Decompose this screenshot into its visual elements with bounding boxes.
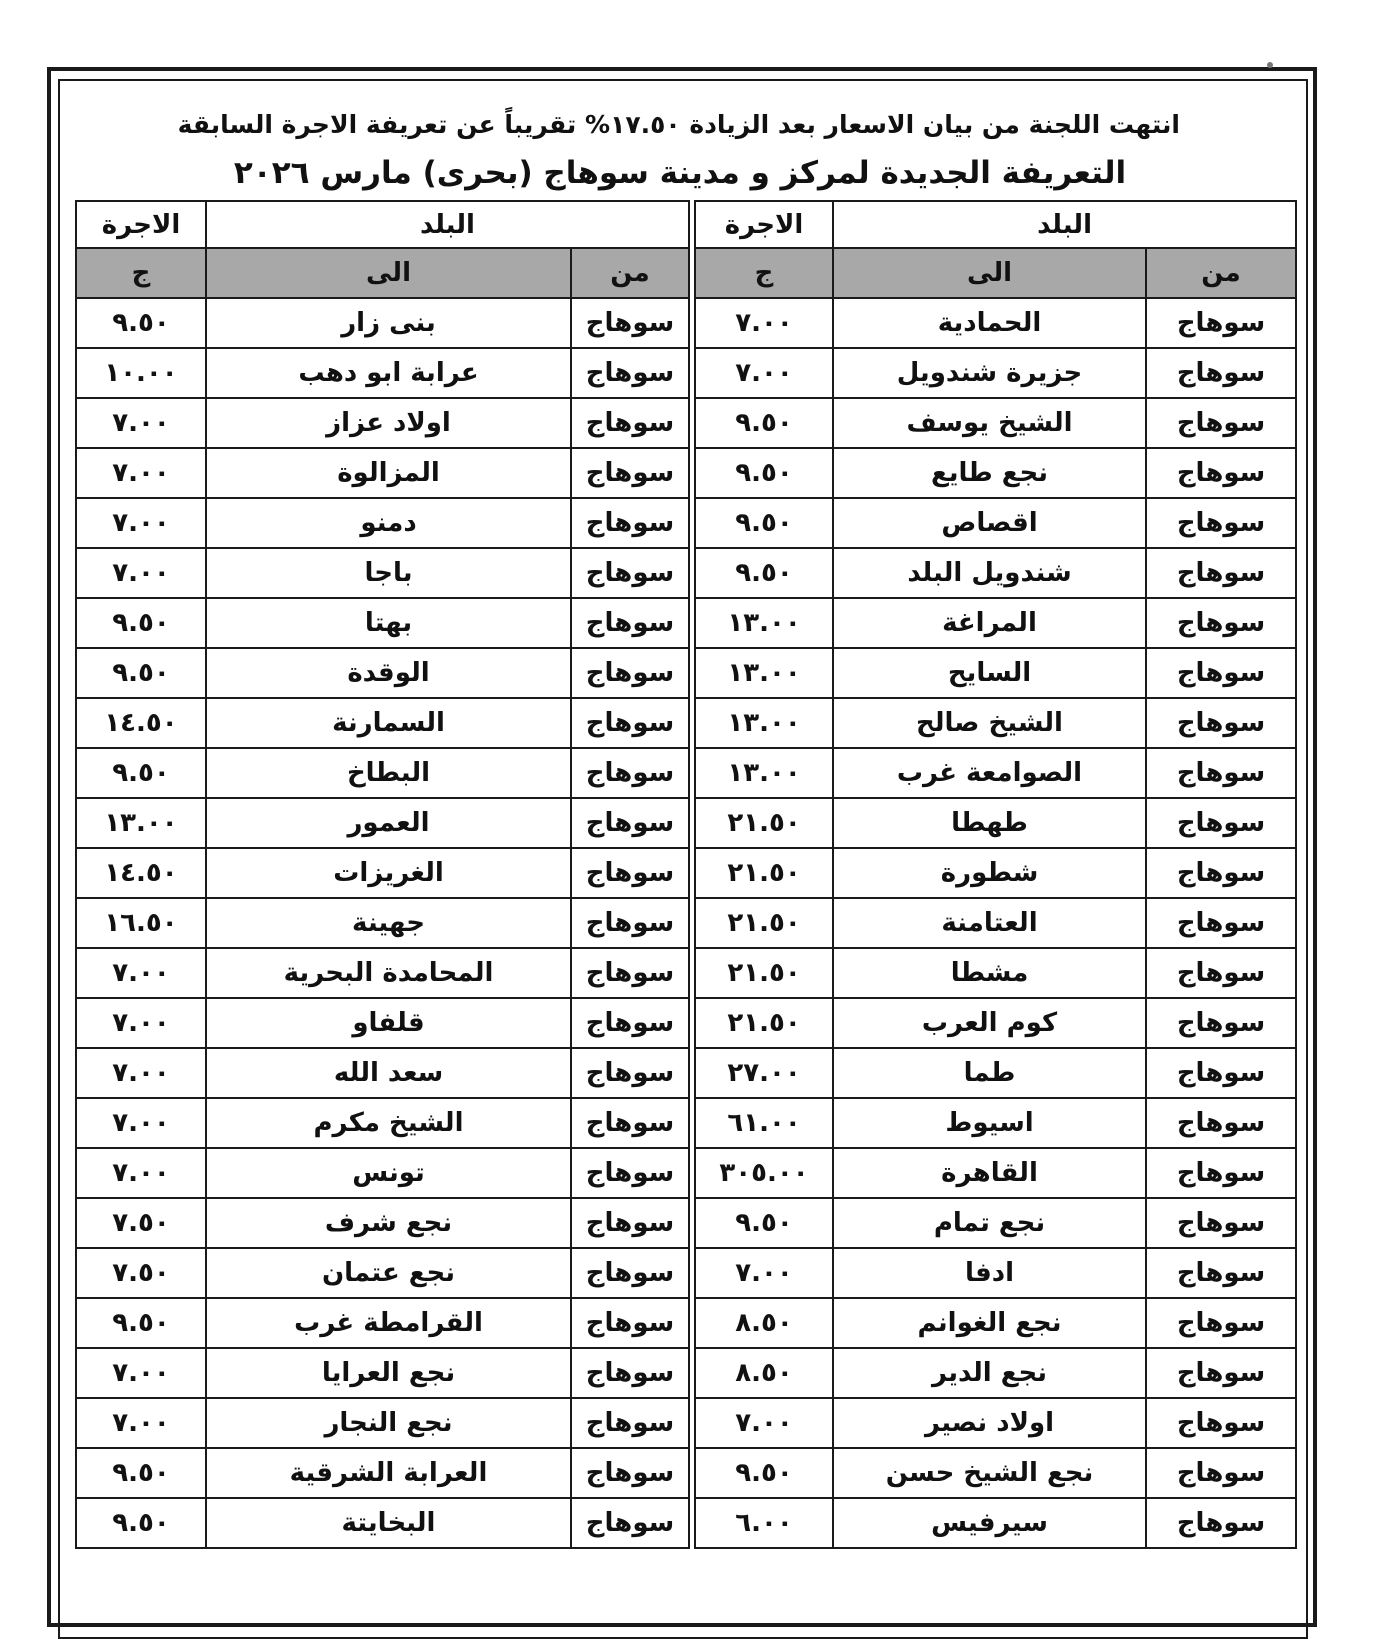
- left-fare-cell: ٧.٠٠: [76, 948, 206, 998]
- left-destination-cell: قلفاو: [206, 998, 571, 1048]
- right-destination-cell: شندويل البلد: [833, 548, 1146, 598]
- left-fare-cell: ٩.٥٠: [76, 1298, 206, 1348]
- left-origin-cell: سوهاج: [571, 1498, 689, 1548]
- right-destination-cell: طما: [833, 1048, 1146, 1098]
- left-origin-cell: سوهاج: [571, 1148, 689, 1198]
- right-destination-cell: اولاد نصير: [833, 1398, 1146, 1448]
- right-origin-cell: سوهاج: [1146, 648, 1296, 698]
- left-destination-cell: نجع العرايا: [206, 1348, 571, 1398]
- left-origin-cell: سوهاج: [571, 998, 689, 1048]
- right-destination-cell: الصوامعة غرب: [833, 748, 1146, 798]
- left-fare-cell: ٧.٠٠: [76, 548, 206, 598]
- left-fare-cell: ٧.٠٠: [76, 1098, 206, 1148]
- table-row: [76, 1448, 1296, 1498]
- scan-speck: [1267, 62, 1273, 68]
- left-destination-cell: نجع شرف: [206, 1198, 571, 1248]
- left-fare-cell: ٧.٠٠: [76, 1348, 206, 1398]
- left-origin-cell: سوهاج: [571, 548, 689, 598]
- right-destination-cell: سيرفيس: [833, 1498, 1146, 1548]
- left-origin-cell: سوهاج: [571, 1348, 689, 1398]
- right-origin-cell: سوهاج: [1146, 1398, 1296, 1448]
- left-origin-cell: سوهاج: [571, 1248, 689, 1298]
- right-fare-cell: ١٣.٠٠: [695, 748, 833, 798]
- right-fare-cell: ٩.٥٠: [695, 548, 833, 598]
- left-fare-cell: ٧.٥٠: [76, 1248, 206, 1298]
- left-origin-cell: سوهاج: [571, 1448, 689, 1498]
- table-row: [76, 498, 1296, 548]
- table-row: [76, 1348, 1296, 1398]
- left-fare-cell: ٧.٠٠: [76, 498, 206, 548]
- left-origin-cell: سوهاج: [571, 1198, 689, 1248]
- right-origin-cell: سوهاج: [1146, 1448, 1296, 1498]
- right-origin-cell: سوهاج: [1146, 848, 1296, 898]
- right-fare-cell: ٩.٥٠: [695, 398, 833, 448]
- left-destination-cell: دمنو: [206, 498, 571, 548]
- right-fare-cell: ٦.٠٠: [695, 1498, 833, 1548]
- fare-table-body: [76, 201, 1296, 1548]
- left-fare-cell: ٧.٠٠: [76, 1398, 206, 1448]
- left-origin-cell: سوهاج: [571, 398, 689, 448]
- left-from-header: من: [571, 248, 689, 298]
- right-destination-cell: المراغة: [833, 598, 1146, 648]
- right-origin-cell: سوهاج: [1146, 1298, 1296, 1348]
- right-origin-cell: سوهاج: [1146, 748, 1296, 798]
- left-origin-cell: سوهاج: [571, 298, 689, 348]
- left-destination-cell: سعد الله: [206, 1048, 571, 1098]
- right-destination-cell: شطورة: [833, 848, 1146, 898]
- table-row: [76, 398, 1296, 448]
- right-destination-cell: الحمادية: [833, 298, 1146, 348]
- left-fare-cell: ٧.٠٠: [76, 1148, 206, 1198]
- table-row: [76, 1498, 1296, 1548]
- right-destination-cell: السايح: [833, 648, 1146, 698]
- left-destination-cell: اولاد عزاز: [206, 398, 571, 448]
- table-row: [76, 1198, 1296, 1248]
- header-row-top: [76, 201, 1296, 248]
- left-to-header: الى: [206, 248, 571, 298]
- right-fare-cell: ٨.٥٠: [695, 1348, 833, 1398]
- left-origin-cell: سوهاج: [571, 898, 689, 948]
- left-fare-header: الاجرة: [76, 201, 206, 248]
- right-origin-cell: سوهاج: [1146, 348, 1296, 398]
- left-fare-cell: ٩.٥٠: [76, 1498, 206, 1548]
- right-destination-cell: مشطا: [833, 948, 1146, 998]
- right-origin-cell: سوهاج: [1146, 1348, 1296, 1398]
- left-place-header: البلد: [206, 201, 689, 248]
- table-row: [76, 948, 1296, 998]
- left-origin-cell: سوهاج: [571, 1398, 689, 1448]
- right-origin-cell: سوهاج: [1146, 1098, 1296, 1148]
- left-fare-cell: ١٣.٠٠: [76, 798, 206, 848]
- left-destination-cell: بنى زار: [206, 298, 571, 348]
- right-fare-cell: ٦١.٠٠: [695, 1098, 833, 1148]
- right-destination-cell: طهطا: [833, 798, 1146, 848]
- right-origin-cell: سوهاج: [1146, 1148, 1296, 1198]
- table-row: [76, 1148, 1296, 1198]
- right-destination-cell: نجع الشيخ حسن: [833, 1448, 1146, 1498]
- right-origin-cell: سوهاج: [1146, 548, 1296, 598]
- left-fare-cell: ١٤.٥٠: [76, 848, 206, 898]
- left-destination-cell: الشيخ مكرم: [206, 1098, 571, 1148]
- right-origin-cell: سوهاج: [1146, 998, 1296, 1048]
- right-origin-cell: سوهاج: [1146, 948, 1296, 998]
- left-fare-cell: ٧.٠٠: [76, 1048, 206, 1098]
- right-origin-cell: سوهاج: [1146, 448, 1296, 498]
- right-destination-cell: نجع الدير: [833, 1348, 1146, 1398]
- left-destination-cell: العمور: [206, 798, 571, 848]
- left-destination-cell: القرامطة غرب: [206, 1298, 571, 1348]
- left-origin-cell: سوهاج: [571, 798, 689, 848]
- right-destination-cell: القاهرة: [833, 1148, 1146, 1198]
- table-row: [76, 1398, 1296, 1448]
- table-row: [76, 1048, 1296, 1098]
- left-destination-cell: عرابة ابو دهب: [206, 348, 571, 398]
- left-fare-cell: ٩.٥٠: [76, 598, 206, 648]
- left-origin-cell: سوهاج: [571, 1298, 689, 1348]
- table-row: [76, 998, 1296, 1048]
- left-fare-cell: ٩.٥٠: [76, 1448, 206, 1498]
- left-fare-cell: ٩.٥٠: [76, 648, 206, 698]
- left-origin-cell: سوهاج: [571, 948, 689, 998]
- right-currency-header: ج: [695, 248, 833, 298]
- right-destination-cell: العتامنة: [833, 898, 1146, 948]
- table-row: [76, 1298, 1296, 1348]
- right-fare-cell: ٩.٥٠: [695, 1448, 833, 1498]
- left-destination-cell: البطاخ: [206, 748, 571, 798]
- right-fare-header: الاجرة: [695, 201, 833, 248]
- left-origin-cell: سوهاج: [571, 598, 689, 648]
- left-origin-cell: سوهاج: [571, 748, 689, 798]
- table-row: [76, 448, 1296, 498]
- right-to-header: الى: [833, 248, 1146, 298]
- left-fare-cell: ١٦.٥٠: [76, 898, 206, 948]
- left-fare-cell: ٩.٥٠: [76, 298, 206, 348]
- left-destination-cell: المحامدة البحرية: [206, 948, 571, 998]
- left-fare-cell: ٧.٥٠: [76, 1198, 206, 1248]
- left-destination-cell: السمارنة: [206, 698, 571, 748]
- right-fare-cell: ٢١.٥٠: [695, 848, 833, 898]
- right-from-header: من: [1146, 248, 1296, 298]
- left-fare-cell: ٧.٠٠: [76, 398, 206, 448]
- right-destination-cell: جزيرة شندويل: [833, 348, 1146, 398]
- left-fare-cell: ٧.٠٠: [76, 448, 206, 498]
- left-destination-cell: باجا: [206, 548, 571, 598]
- right-fare-cell: ٩.٥٠: [695, 498, 833, 548]
- table-row: [76, 648, 1296, 698]
- right-fare-cell: ١٣.٠٠: [695, 598, 833, 648]
- right-origin-cell: سوهاج: [1146, 1198, 1296, 1248]
- right-fare-cell: ٨.٥٠: [695, 1298, 833, 1348]
- right-origin-cell: سوهاج: [1146, 1498, 1296, 1548]
- right-destination-cell: نجع تمام: [833, 1198, 1146, 1248]
- table-row: [76, 1248, 1296, 1298]
- left-origin-cell: سوهاج: [571, 1048, 689, 1098]
- right-origin-cell: سوهاج: [1146, 398, 1296, 448]
- right-fare-cell: ١٣.٠٠: [695, 648, 833, 698]
- right-origin-cell: سوهاج: [1146, 298, 1296, 348]
- right-fare-cell: ٧.٠٠: [695, 298, 833, 348]
- left-fare-cell: ٧.٠٠: [76, 998, 206, 1048]
- left-destination-cell: جهينة: [206, 898, 571, 948]
- right-fare-cell: ٧.٠٠: [695, 348, 833, 398]
- right-fare-cell: ٩.٥٠: [695, 448, 833, 498]
- left-fare-cell: ١٠.٠٠: [76, 348, 206, 398]
- right-destination-cell: كوم العرب: [833, 998, 1146, 1048]
- table-row: [76, 298, 1296, 348]
- right-origin-cell: سوهاج: [1146, 1048, 1296, 1098]
- right-fare-cell: ٢١.٥٠: [695, 948, 833, 998]
- right-origin-cell: سوهاج: [1146, 1248, 1296, 1298]
- table-row: [76, 1098, 1296, 1148]
- left-origin-cell: سوهاج: [571, 448, 689, 498]
- table-row: [76, 348, 1296, 398]
- notice-heading: انتهت اللجنة من بيان الاسعار بعد الزيادة ١٧.٥٠% تقريباً عن تعريفة الاجرة السابقة: [177, 110, 1180, 139]
- right-destination-cell: الشيخ صالح: [833, 698, 1146, 748]
- left-origin-cell: سوهاج: [571, 348, 689, 398]
- left-origin-cell: سوهاج: [571, 698, 689, 748]
- table-row: [76, 848, 1296, 898]
- right-fare-cell: ٢١.٥٠: [695, 998, 833, 1048]
- right-origin-cell: سوهاج: [1146, 898, 1296, 948]
- left-destination-cell: بهتا: [206, 598, 571, 648]
- left-origin-cell: سوهاج: [571, 498, 689, 548]
- left-fare-cell: ٩.٥٠: [76, 748, 206, 798]
- fare-table: [75, 200, 1297, 1549]
- right-fare-cell: ٢٧.٠٠: [695, 1048, 833, 1098]
- left-origin-cell: سوهاج: [571, 1098, 689, 1148]
- left-origin-cell: سوهاج: [571, 648, 689, 698]
- right-destination-cell: ادفا: [833, 1248, 1146, 1298]
- right-origin-cell: سوهاج: [1146, 698, 1296, 748]
- left-destination-cell: البخايتة: [206, 1498, 571, 1548]
- tariff-title: التعريفة الجديدة لمركز و مدينة سوهاج (بحرى) مارس ٢٠٢٦: [233, 155, 1127, 191]
- table-row: [76, 898, 1296, 948]
- right-origin-cell: سوهاج: [1146, 798, 1296, 848]
- left-destination-cell: العرابة الشرقية: [206, 1448, 571, 1498]
- left-destination-cell: الغريزات: [206, 848, 571, 898]
- table-row: [76, 548, 1296, 598]
- left-destination-cell: المزالوة: [206, 448, 571, 498]
- right-destination-cell: نجع الغوانم: [833, 1298, 1146, 1348]
- right-destination-cell: اسيوط: [833, 1098, 1146, 1148]
- right-fare-cell: ٧.٠٠: [695, 1398, 833, 1448]
- right-destination-cell: نجع طايع: [833, 448, 1146, 498]
- right-origin-cell: سوهاج: [1146, 498, 1296, 548]
- right-place-header: البلد: [833, 201, 1296, 248]
- right-fare-cell: ٣٠٥.٠٠: [695, 1148, 833, 1198]
- right-fare-cell: ٧.٠٠: [695, 1248, 833, 1298]
- table-row: [76, 748, 1296, 798]
- left-destination-cell: نجع النجار: [206, 1398, 571, 1448]
- header-row-sub: [76, 248, 1296, 298]
- left-origin-cell: سوهاج: [571, 848, 689, 898]
- right-fare-cell: ١٣.٠٠: [695, 698, 833, 748]
- left-fare-cell: ١٤.٥٠: [76, 698, 206, 748]
- table-row: [76, 598, 1296, 648]
- left-destination-cell: تونس: [206, 1148, 571, 1198]
- table-row: [76, 698, 1296, 748]
- left-destination-cell: الوقدة: [206, 648, 571, 698]
- right-destination-cell: الشيخ يوسف: [833, 398, 1146, 448]
- table-row: [76, 798, 1296, 848]
- right-origin-cell: سوهاج: [1146, 598, 1296, 648]
- right-fare-cell: ٩.٥٠: [695, 1198, 833, 1248]
- right-fare-cell: ٢١.٥٠: [695, 798, 833, 848]
- right-destination-cell: اقصاص: [833, 498, 1146, 548]
- left-currency-header: ج: [76, 248, 206, 298]
- right-fare-cell: ٢١.٥٠: [695, 898, 833, 948]
- left-destination-cell: نجع عتمان: [206, 1248, 571, 1298]
